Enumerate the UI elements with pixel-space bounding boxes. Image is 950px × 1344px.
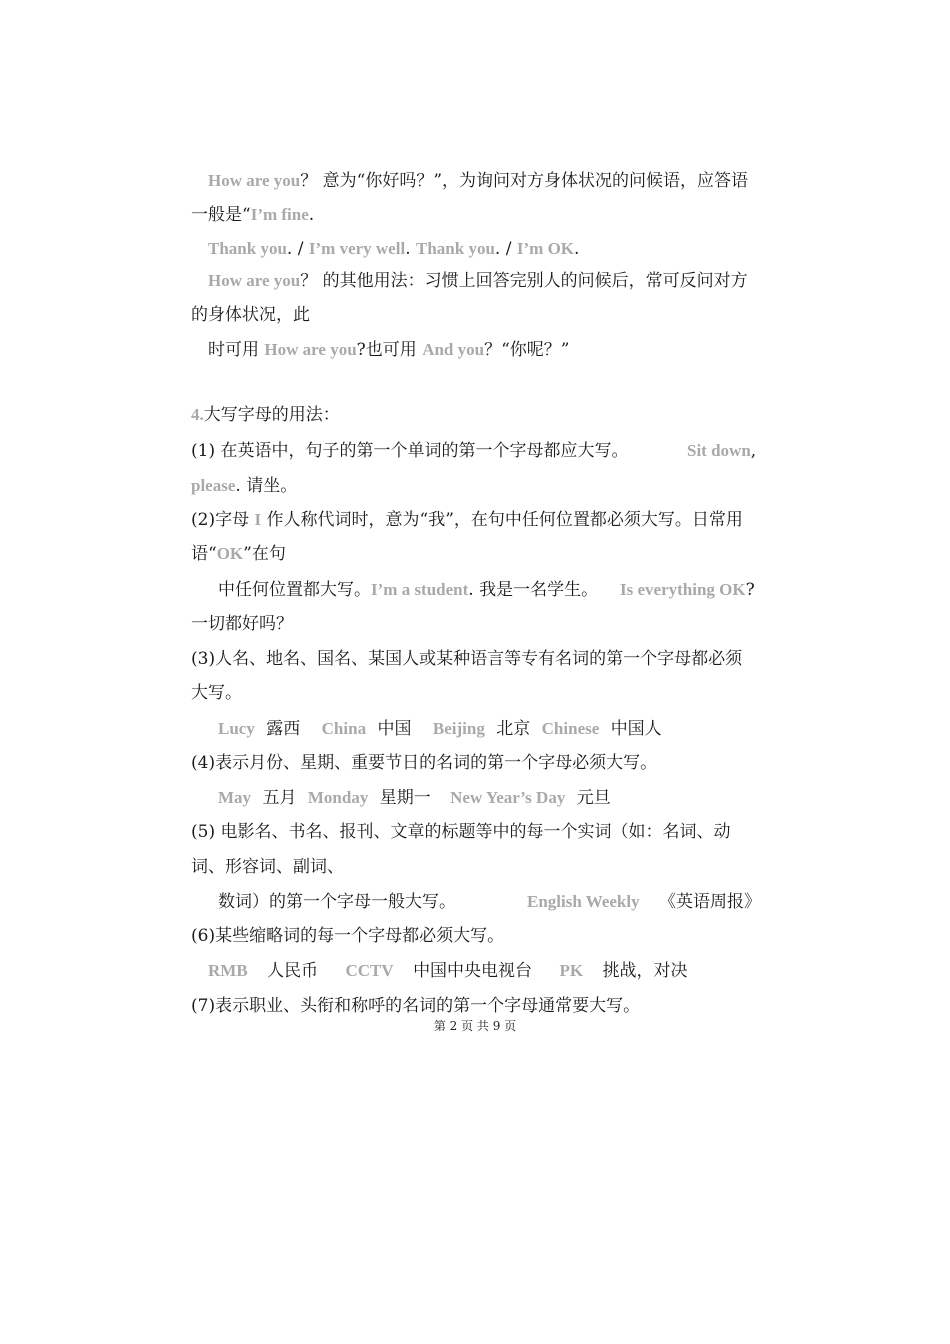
rule-1-line-1: (1) 在英语中，句子的第一个单词的第一个字母都应大写。: [191, 441, 629, 461]
intro-line-2: 一般是“I’m fine.: [191, 205, 315, 225]
rule-3-line-1: (3)人名、地名、国名、某国人或某种语言等专有名词的第一个字母都必须: [191, 649, 743, 669]
rule-6-examples: RMB 人民币 CCTV 中国中央电视台 PK 挑战，对决: [208, 961, 688, 981]
rule-7-line-1: (7)表示职业、头衔和称呼的名词的第一个字母通常要大写。: [191, 996, 641, 1016]
intro-line-4: How are you？ 的其他用法：习惯上回答完别人的问候后，常可反问对方: [208, 271, 748, 291]
intro-line-5: 的身体状况，此: [191, 305, 310, 325]
rule-4-line-1: (4)表示月份、星期、重要节日的名词的第一个字母必须大写。: [191, 753, 658, 773]
intro-line-6: 时可用 How are you?也可用 And you？“你呢？”: [208, 340, 570, 360]
rule-6-line-1: (6)某些缩略词的每一个字母都必须大写。: [191, 926, 505, 946]
rule-2-line-2: 语“OK”在句: [191, 544, 286, 564]
rule-2-line-4: 一切都好吗？: [191, 614, 293, 634]
rule-1-example: Sit down,: [687, 441, 757, 461]
rule-5-example: English Weekly 《英语周报》: [527, 892, 761, 912]
rule-5-line-1: (5) 电影名、书名、报刊、文章的标题等中的每一个实词（如：名词、动: [191, 822, 731, 842]
rule-2-line-1: (2)字母 I 作人称代词时，意为“我”，在句中任何位置都必须大写。日常用: [191, 510, 743, 530]
page-number-footer: 第 2 页 共 9 页: [433, 1019, 517, 1033]
rule-4-examples: May 五月 Monday 星期一 New Year’s Day 元旦: [218, 788, 611, 808]
rule-5-line-3: 数词）的第一个字母一般大写。: [218, 892, 456, 912]
rule-2-example-question: Is everything OK?: [620, 580, 755, 600]
section-heading: 4.大写字母的用法：: [191, 405, 340, 425]
rule-5-line-2: 词、形容词、副词、: [191, 857, 344, 877]
rule-2-line-3: 中任何位置都大写。I’m a student. 我是一名学生。: [218, 580, 599, 600]
intro-line-3: Thank you. / I’m very well. Thank you. / I’m OK.: [208, 239, 580, 259]
intro-line-1: How are you？ 意为“你好吗？”，为询问对方身体状况的问候语，应答语: [208, 171, 749, 191]
rule-1-line-2: please. 请坐。: [191, 476, 298, 496]
rule-3-line-2: 大写。: [191, 683, 242, 703]
rule-3-examples: Lucy 露西 China 中国 Beijing 北京 Chinese 中国人: [218, 719, 662, 739]
